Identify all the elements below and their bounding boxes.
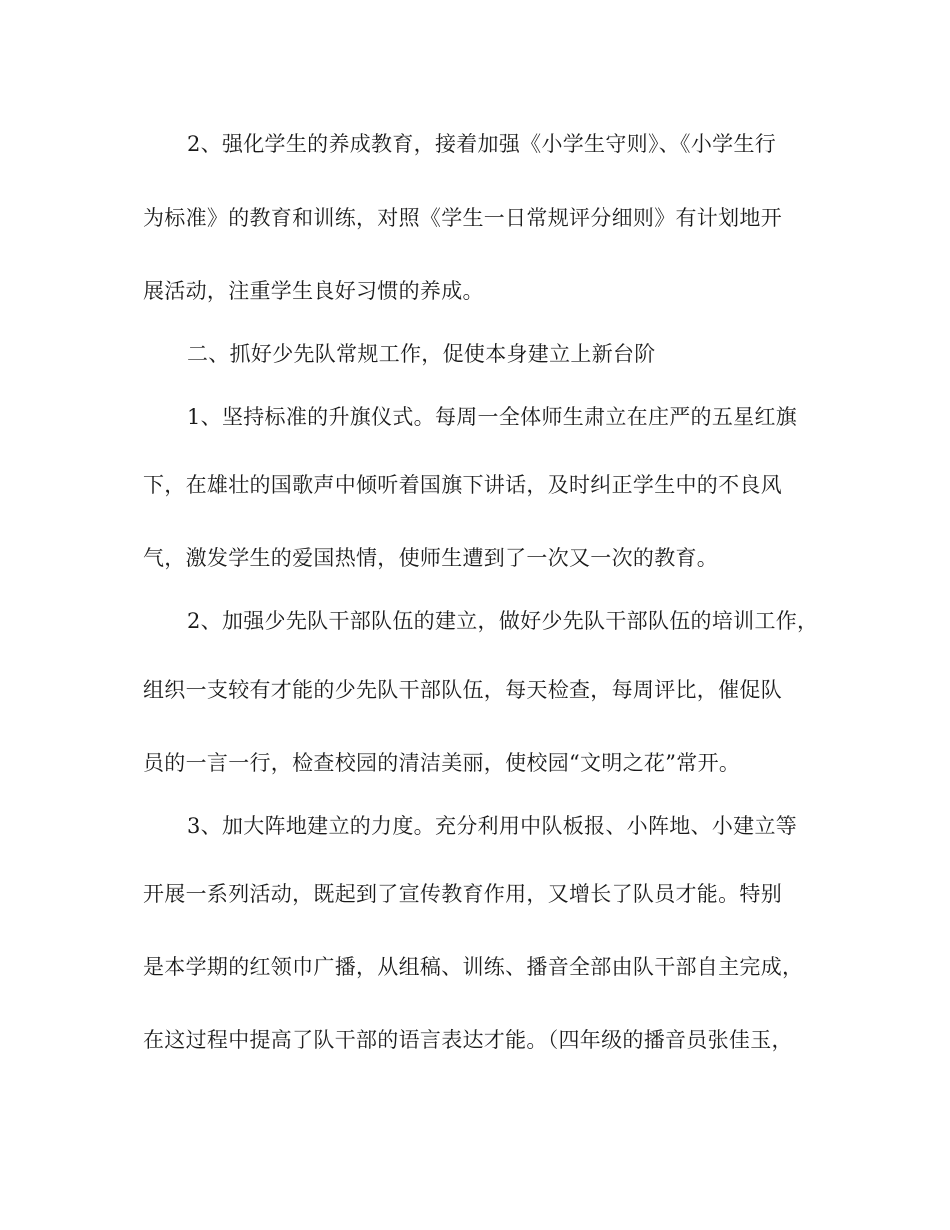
paragraph-line: 气，激发学生的爱国热情，使师生遭到了一次又一次的教育。 [143, 546, 719, 570]
paragraph-line: 在这过程中提高了队干部的语言表达才能。（四年级的播音员张佳玉， [143, 1028, 793, 1052]
paragraph-line: 组织一支较有才能的少先队干部队伍，每天检查，每周评比，催促队 [143, 678, 782, 702]
paragraph-line: 是本学期的红领巾广播，从组稿、训练、播音全部由队干部自主完成， [143, 955, 804, 979]
paragraph-line: 展活动，注重学生良好习惯的养成。 [143, 279, 484, 303]
paragraph-line: 员的一言一行，检查校园的清洁美丽，使校园“文明之花”常开。 [143, 751, 741, 775]
paragraph-line: 1、坚持标准的升旗仪式。每周一全体师生肃立在庄严的五星红旗 [187, 405, 798, 429]
paragraph-line: 3、加大阵地建立的力度。充分利用中队板报、小阵地、小建立等 [187, 814, 798, 838]
paragraph-line: 为标准》的教育和训练，对照《学生一日常规评分细则》有计划地开 [143, 206, 782, 230]
paragraph-line: 开展一系列活动，既起到了宣传教育作用，又增长了队员才能。特别 [143, 882, 782, 906]
paragraph-line: 2、加强少先队干部队伍的建立，做好少先队干部队伍的培训工作， [187, 609, 819, 633]
paragraph-line: 2、强化学生的养成教育，接着加强《小学生守则》、《小学生行 [187, 132, 777, 156]
paragraph-line: 下，在雄壮的国歌声中倾听着国旗下讲话，及时纠正学生中的不良风 [143, 473, 782, 497]
section-heading: 二、抓好少先队常规工作，促使本身建立上新台阶 [187, 342, 656, 366]
